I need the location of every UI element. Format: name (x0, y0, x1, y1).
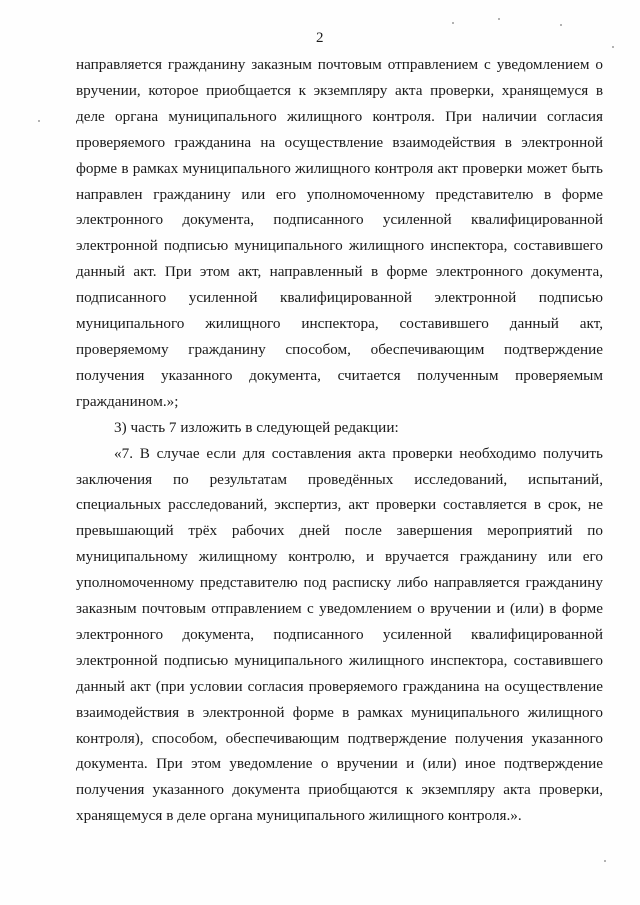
scan-speck (560, 24, 562, 26)
scan-speck (612, 46, 614, 48)
scan-speck (498, 18, 500, 20)
paragraph-continuation: направляется гражданину заказным почтовым отправлением с уведомлением о вручении, которое приобщается к экземпляру акта проверки, хранящемуся в деле органа муниципального жилищного контроля. При наличии согласия проверяемого гражданина на осуществление взаимодействия в электронной форме в рамках муниципального жилищного контроля акт проверки может быть направлен гражданину или его уполномоченному представителю в форме электронного документа, подписанного усиленной квалифицированной электронной подписью муниципального жилищного инспектора, составившего данный акт. При этом акт, направленный в форме электронного документа, подписанного усиленной квалифицированной электронной подписью муниципального жилищного инспектора, составившего данный акт, проверяемому гражданину способом, обеспечивающим подтверждение получения указанного документа, считается полученным проверяемым гражданином.»; (76, 56, 603, 410)
scan-speck (38, 120, 40, 122)
paragraph-part-7: «7. В случае если для составления акта проверки необходимо получить заключения по результатам проведённых исследований, испытаний, специальных расследований, экспертиз, акт проверки составляется в срок, не превышающий трёх рабочих дней после завершения мероприятий по муниципальному жилищному контролю, и вручается гражданину или его уполномоченному представителю под расписку либо направляется гражданину заказным почтовым отправлением с уведомлением о вручении и (или) в форме электронного документа, подписанного усиленной квалифицированной электронной подписью муниципального жилищного инспектора, составившего данный акт (при условии согласия проверяемого гражданина на осуществление взаимодействия в электронной форме в рамках муниципального жилищного контроля), способом, обеспечивающим подтверждение получения указанного документа. При этом уведомление о вручении и (или) иное подтверждение получения указанного документа приобщаются к экземпляру акта проверки, хранящемуся в деле органа муниципального жилищного контроля.». (76, 444, 603, 825)
document-body (76, 52, 603, 829)
page-number: 2 (316, 30, 324, 46)
scan-speck (452, 22, 454, 24)
scan-speck (604, 860, 606, 862)
paragraph-item-3: 3) часть 7 изложить в следующей редакции: (114, 418, 399, 436)
